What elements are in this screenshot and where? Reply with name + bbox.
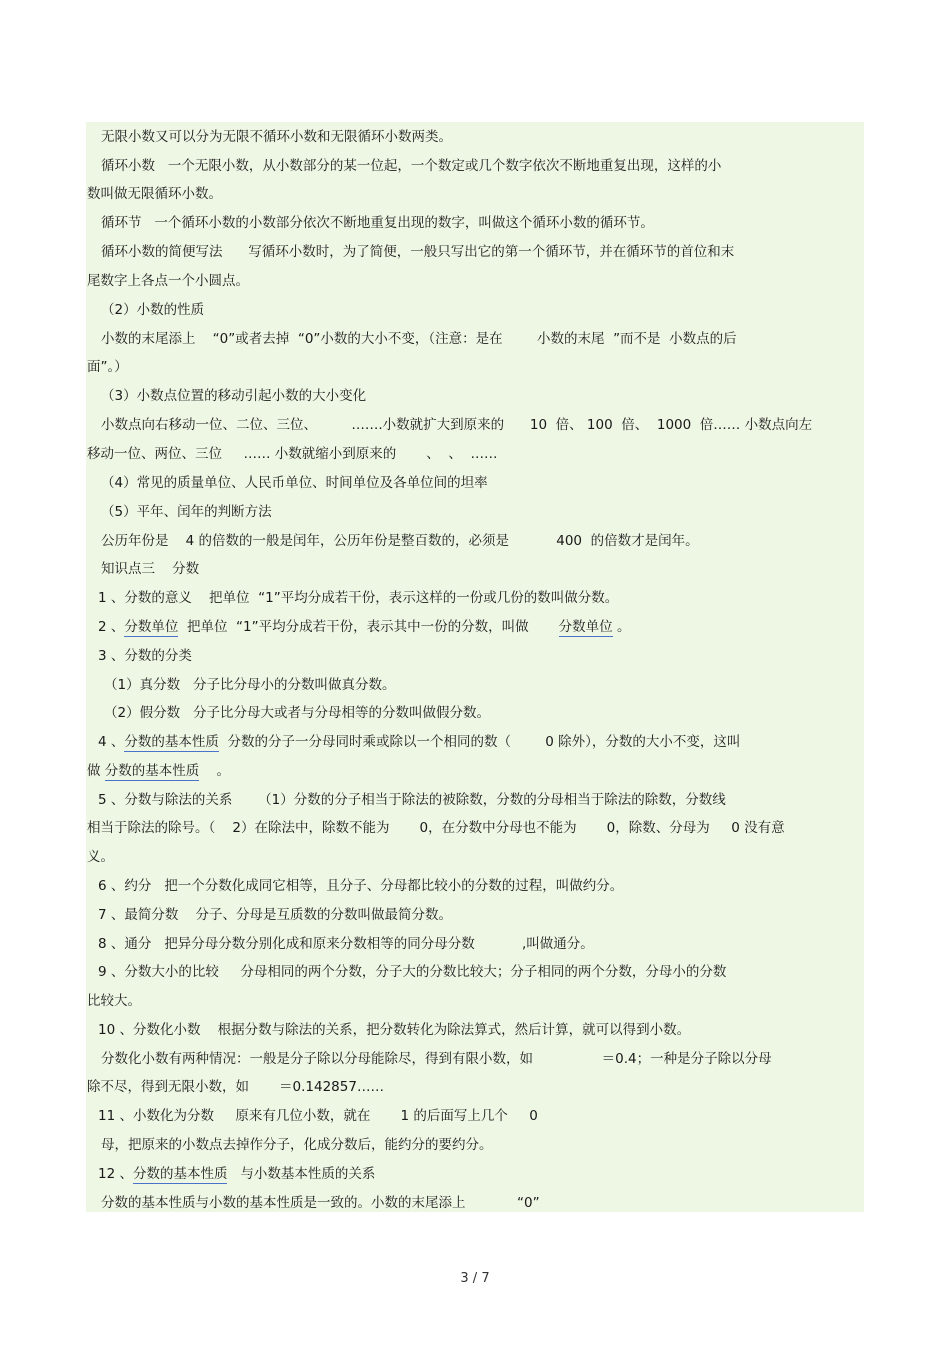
item-number: 2 、 [98, 619, 125, 635]
text-line: 尾数字上各点一个小圆点。 [87, 273, 249, 289]
text-line: 除不尽，得到无限小数，如 ＝0.142857…… [87, 1079, 384, 1095]
inline-text: 与小数基本性质的关系 [227, 1166, 376, 1182]
text-line: 义。 [87, 849, 114, 865]
underlined-term: 分数单位 [558, 619, 613, 635]
text-line: （2）假分数 分子比分母大或者与分母相等的分数叫做假分数。 [104, 705, 490, 721]
page-number: 3 / 7 [460, 1271, 490, 1286]
text-line: 母，把原来的小数点去掉作分子，化成分数后，能约分的要约分。 [101, 1137, 493, 1153]
section-heading: （2）小数的性质 [101, 302, 205, 318]
text-line: 分数化小数有两种情况：一般是分子除以分母能除尽，得到有限小数，如 ＝0.4；一种是分子除以分母 [101, 1051, 772, 1067]
item-number: 12 、 [98, 1166, 133, 1182]
text-line [87, 762, 230, 780]
inline-text: 分数的分子一分母同时乘或除以一个相同的数（ 0 除外），分数的大小不变，这叫 [218, 734, 741, 750]
inline-text: 。 [612, 619, 631, 635]
text-line: 数叫做无限循环小数。 [87, 186, 222, 202]
text-line: 3 、分数的分类 [98, 648, 192, 664]
text-line: 小数点向右移动一位、二位、三位、 …….小数就扩大到原来的 10 倍、 100 倍、 1000 倍…… 小数点向左 [101, 417, 813, 433]
item-number: 4 、 [98, 734, 125, 750]
text-line: 循环小数的简便写法 写循环小数时，为了简便，一般只写出它的第一个循环节，并在循环节的首位和末 [101, 244, 735, 260]
text-line: 6 、约分 把一个分数化成同它相等，且分子、分母都比较小的分数的过程，叫做约分。 [98, 878, 624, 894]
text-line [98, 1165, 375, 1183]
inline-text: 把单位 “1”平均分成若干份，表示其中一份的分数，叫做 [178, 619, 559, 635]
text-line: 公历年份是 4 的倍数的一般是闰年，公历年份是整百数的，必须是 400 的倍数才是闰年。 [101, 533, 699, 549]
text-line: 相当于除法的除号。（ 2）在除法中，除数不能为 0，在分数中分母也不能为 0，除数、分母为 0 没有意 [87, 820, 785, 836]
text-line: 5 、分数与除法的关系 （1）分数的分子相当于除法的被除数，分数的分母相当于除法的除数，分数线 [98, 792, 726, 808]
underlined-term: 分数的基本性质 [132, 1166, 228, 1182]
text-line: 10 、分数化小数 根据分数与除法的关系，把分数转化为除法算式，然后计算，就可以得到小数。 [98, 1022, 691, 1038]
text-line [98, 733, 740, 751]
inline-text: 做 [87, 763, 105, 779]
text-line: 1 、分数的意义 把单位 “1”平均分成若干份，表示这样的一份或几份的数叫做分数。 [98, 590, 619, 606]
section-heading: （3）小数点位置的移动引起小数的大小变化 [101, 388, 367, 404]
text-line: 移动一位、两位、三位 …… 小数就缩小到原来的 、 、 …… [87, 446, 498, 462]
text-line: 小数的末尾添上 “0”或者去掉 “0”小数的大小不变，（注意：是在 小数的末尾 ”而不是 小数点的后 [101, 331, 737, 347]
section-heading: 知识点三 分数 [101, 561, 200, 577]
section-heading: （4）常见的质量单位、人民币单位、时间单位及各单位间的坦率 [101, 475, 488, 491]
inline-text: 。 [199, 763, 230, 779]
text-line: 9 、分数大小的比较 分母相同的两个分数，分子大的分数比较大；分子相同的两个分数，分母小的分数 [98, 964, 727, 980]
text-line: 分数的基本性质与小数的基本性质是一致的。小数的末尾添上 “0” [101, 1195, 540, 1211]
text-line: （1）真分数 分子比分母小的分数叫做真分数。 [104, 677, 396, 693]
text-line: 循环节 一个循环小数的小数部分依次不断地重复出现的数字，叫做这个循环小数的循环节。 [101, 215, 654, 231]
text-line: 7 、最简分数 分子、分母是互质数的分数叫做最简分数。 [98, 907, 453, 923]
underlined-term: 分数单位 [124, 619, 179, 635]
underlined-term: 分数的基本性质 [104, 763, 200, 779]
text-line [98, 618, 630, 636]
text-line: 面”。） [87, 359, 128, 375]
text-line: 8 、通分 把异分母分数分别化成和原来分数相等的同分母分数 ,叫做通分。 [98, 936, 594, 952]
text-line: 循环小数 一个无限小数，从小数部分的某一位起，一个数定或几个数字依次不断地重复出现，这样的小 [101, 158, 722, 174]
underlined-term: 分数的基本性质 [124, 734, 219, 750]
text-line: 11 、小数化为分数 原来有几位小数，就在 1 的后面写上几个 0 [98, 1108, 538, 1124]
text-line: 无限小数又可以分为无限不循环小数和无限循环小数两类。 [101, 129, 452, 145]
section-heading: （5）平年、闰年的判断方法 [101, 504, 272, 520]
text-line: 比较大。 [87, 993, 141, 1009]
